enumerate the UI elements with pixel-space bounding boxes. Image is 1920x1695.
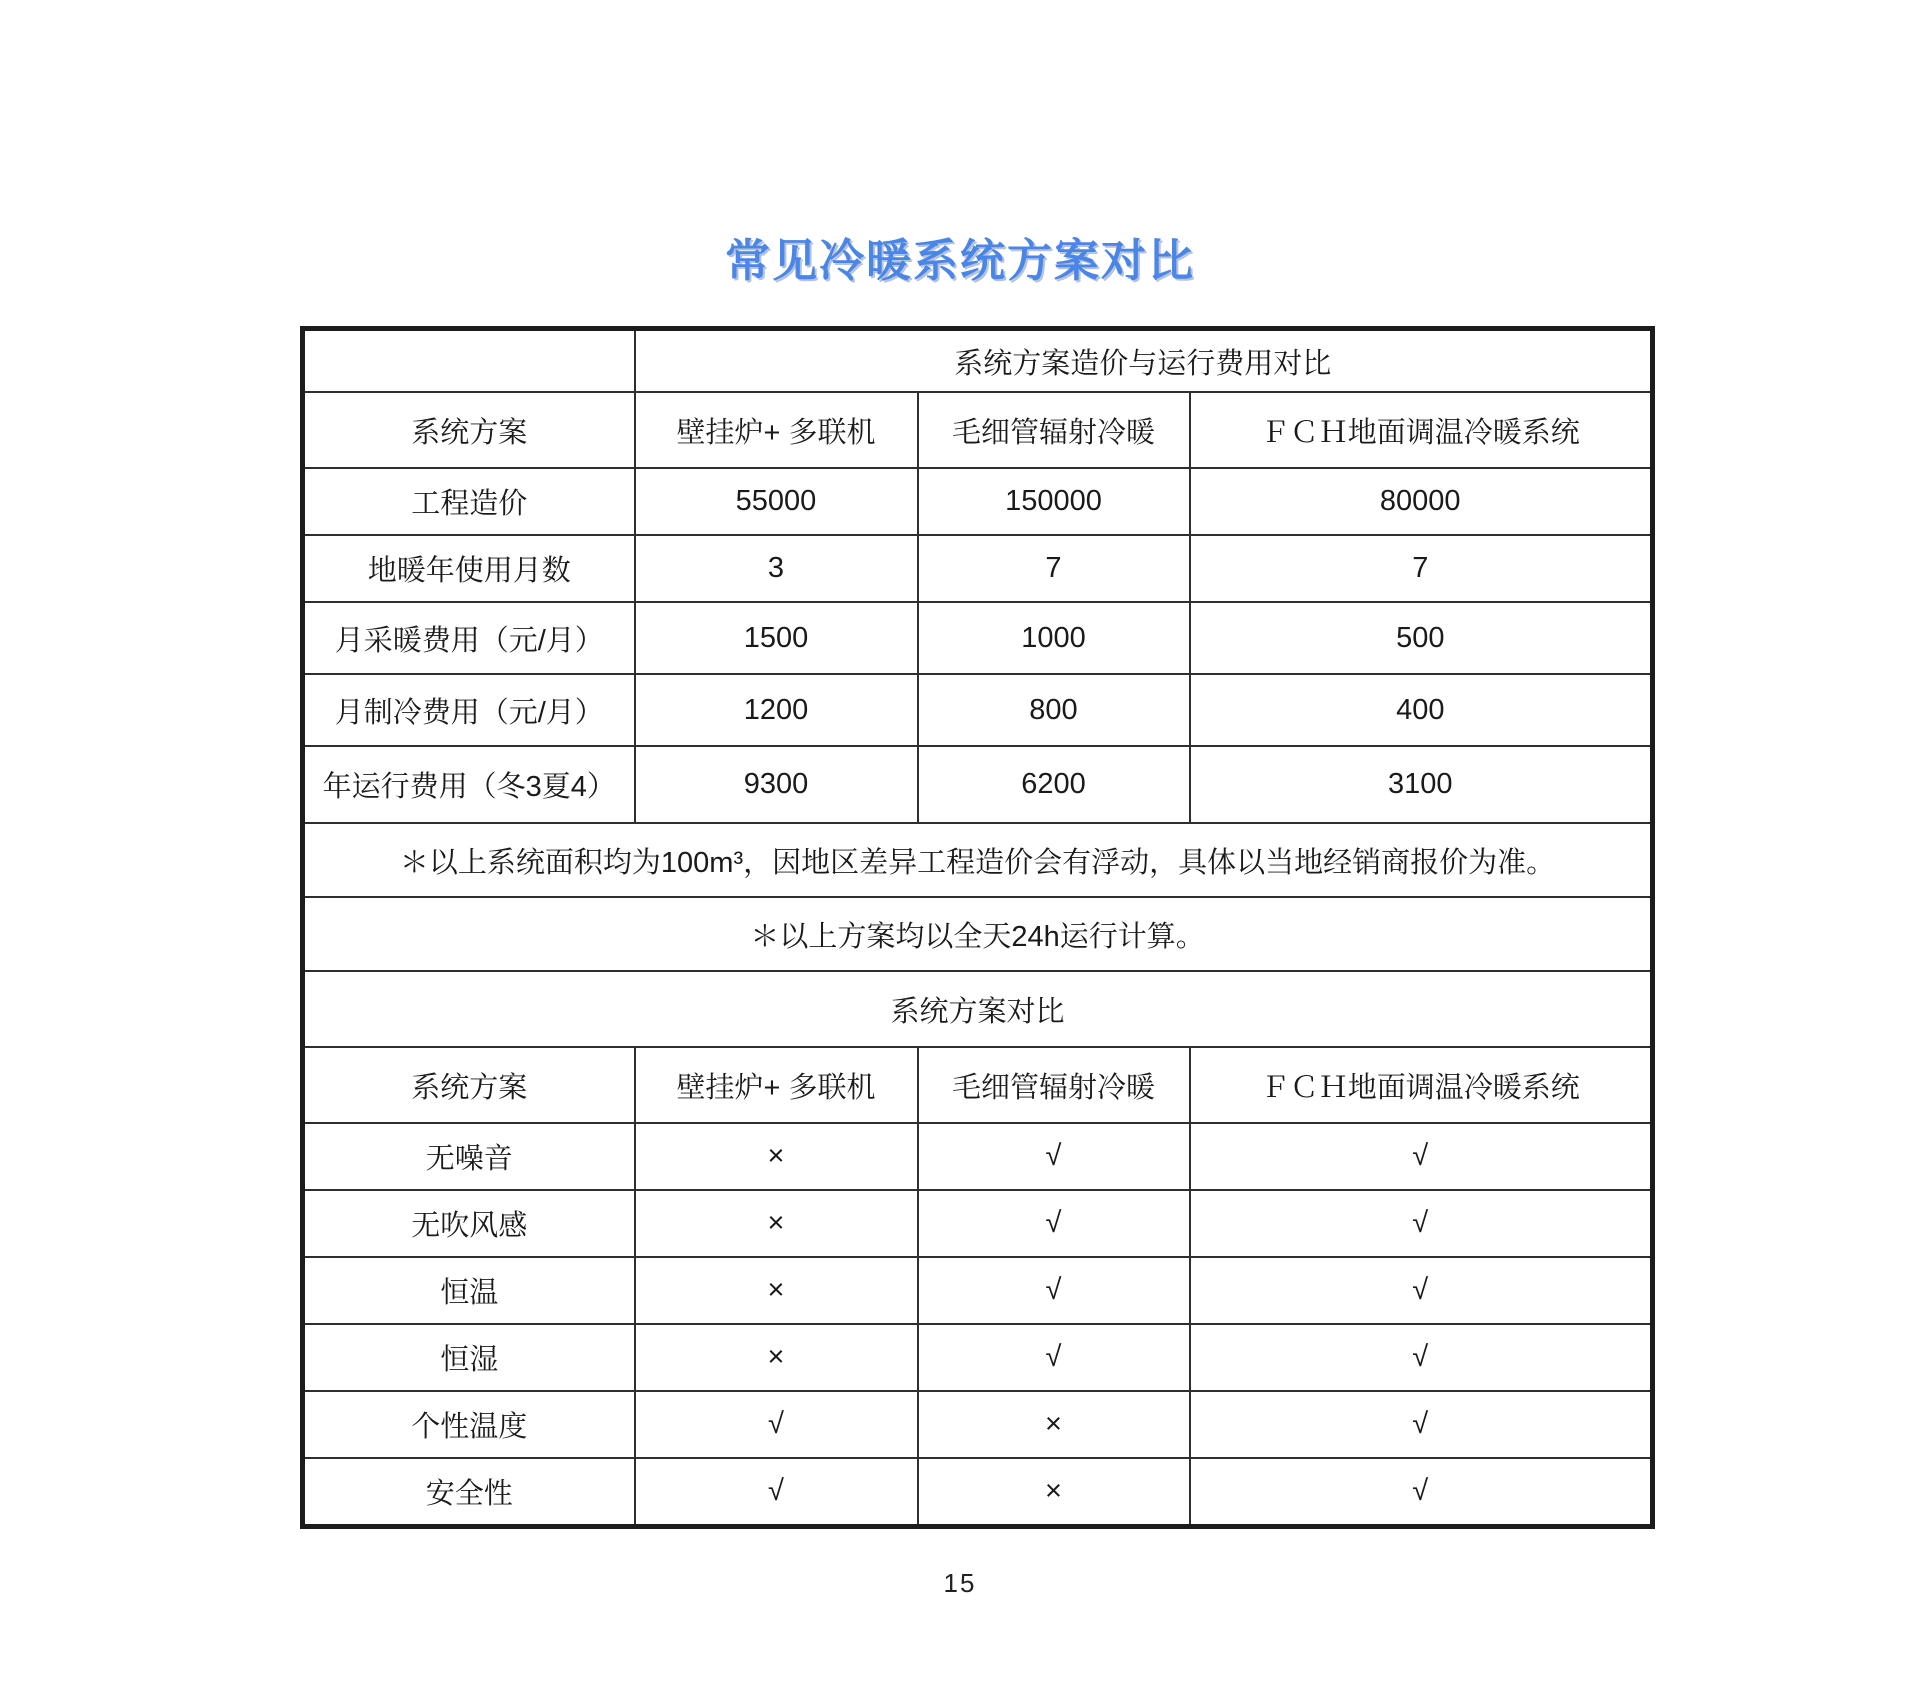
table-cell: 1000 bbox=[918, 602, 1190, 674]
row-label: 个性温度 bbox=[303, 1391, 635, 1458]
row-label: 恒湿 bbox=[303, 1324, 635, 1391]
table-cell-fch: √ bbox=[1190, 1123, 1653, 1190]
table-cell: 3 bbox=[635, 535, 918, 602]
row-label: 安全性 bbox=[303, 1458, 635, 1527]
row-label: 无吹风感 bbox=[303, 1190, 635, 1257]
table-cell-fch: 400 bbox=[1190, 674, 1653, 746]
cost-columns-row bbox=[303, 392, 1653, 468]
table-cell: × bbox=[635, 1123, 918, 1190]
row-label: 月制冷费用（元/月） bbox=[303, 674, 635, 746]
table-cell: √ bbox=[918, 1123, 1190, 1190]
page-number: 15 bbox=[943, 1568, 977, 1598]
table-cell: 55000 bbox=[635, 468, 918, 535]
feature-section-title: 系统方案对比 bbox=[303, 971, 1653, 1047]
table-cell-fch: √ bbox=[1190, 1324, 1653, 1391]
cost-section-header-row bbox=[303, 329, 1653, 393]
table-row bbox=[303, 674, 1653, 746]
footnote-text: ＊以上系统面积均为100m³，因地区差异工程造价会有浮动，具体以当地经销商报价为准。 bbox=[303, 823, 1653, 897]
footnote-row bbox=[303, 897, 1653, 971]
table-cell: × bbox=[635, 1190, 918, 1257]
table-cell: × bbox=[635, 1257, 918, 1324]
column-header: 系统方案 bbox=[303, 392, 635, 468]
table-cell-fch: √ bbox=[1190, 1391, 1653, 1458]
comparison-table bbox=[300, 326, 1655, 1529]
column-header-fch: ＦＣＨ地面调温冷暖系统 bbox=[1190, 1047, 1653, 1123]
table-cell: 9300 bbox=[635, 746, 918, 823]
row-label: 地暖年使用月数 bbox=[303, 535, 635, 602]
column-header: 毛细管辐射冷暖 bbox=[918, 392, 1190, 468]
table-row bbox=[303, 1123, 1653, 1190]
table-cell: 7 bbox=[918, 535, 1190, 602]
table-cell: √ bbox=[635, 1458, 918, 1527]
table-row bbox=[303, 468, 1653, 535]
table-cell-fch: √ bbox=[1190, 1190, 1653, 1257]
table-cell: √ bbox=[918, 1190, 1190, 1257]
column-header: 系统方案 bbox=[303, 1047, 635, 1123]
empty-corner-cell bbox=[303, 329, 635, 393]
cost-section-title: 系统方案造价与运行费用对比 bbox=[635, 329, 1653, 393]
table-cell-fch: √ bbox=[1190, 1458, 1653, 1527]
table-cell-fch: 7 bbox=[1190, 535, 1653, 602]
page-title: 常见冷暖系统方案对比 bbox=[724, 235, 1195, 286]
feature-columns-row bbox=[303, 1047, 1653, 1123]
table-cell: 1200 bbox=[635, 674, 918, 746]
table-cell: √ bbox=[635, 1391, 918, 1458]
table-row bbox=[303, 535, 1653, 602]
table-row bbox=[303, 1190, 1653, 1257]
footnote-row bbox=[303, 823, 1653, 897]
column-header: 壁挂炉+ 多联机 bbox=[635, 392, 918, 468]
table-row bbox=[303, 746, 1653, 823]
table-cell: 1500 bbox=[635, 602, 918, 674]
table-cell-fch: 500 bbox=[1190, 602, 1653, 674]
feature-section-header-row bbox=[303, 971, 1653, 1047]
comparison-table-wrapper bbox=[300, 326, 1650, 1529]
column-header: 毛细管辐射冷暖 bbox=[918, 1047, 1190, 1123]
column-header: 壁挂炉+ 多联机 bbox=[635, 1047, 918, 1123]
row-label: 年运行费用（冬3夏4） bbox=[303, 746, 635, 823]
table-row bbox=[303, 1458, 1653, 1527]
table-cell: √ bbox=[918, 1257, 1190, 1324]
table-cell: 800 bbox=[918, 674, 1190, 746]
table-row bbox=[303, 1391, 1653, 1458]
table-row bbox=[303, 602, 1653, 674]
row-label: 无噪音 bbox=[303, 1123, 635, 1190]
column-header-fch: ＦＣＨ地面调温冷暖系统 bbox=[1190, 392, 1653, 468]
table-cell-fch: 80000 bbox=[1190, 468, 1653, 535]
table-cell: 6200 bbox=[918, 746, 1190, 823]
table-row bbox=[303, 1324, 1653, 1391]
table-cell: × bbox=[635, 1324, 918, 1391]
footnote-text: ＊以上方案均以全天24h运行计算。 bbox=[303, 897, 1653, 971]
table-cell: × bbox=[918, 1391, 1190, 1458]
table-cell: √ bbox=[918, 1324, 1190, 1391]
table-cell: 150000 bbox=[918, 468, 1190, 535]
row-label: 恒温 bbox=[303, 1257, 635, 1324]
table-row bbox=[303, 1257, 1653, 1324]
row-label: 月采暖费用（元/月） bbox=[303, 602, 635, 674]
table-cell: × bbox=[918, 1458, 1190, 1527]
row-label: 工程造价 bbox=[303, 468, 635, 535]
table-cell-fch: √ bbox=[1190, 1257, 1653, 1324]
table-cell-fch: 3100 bbox=[1190, 746, 1653, 823]
